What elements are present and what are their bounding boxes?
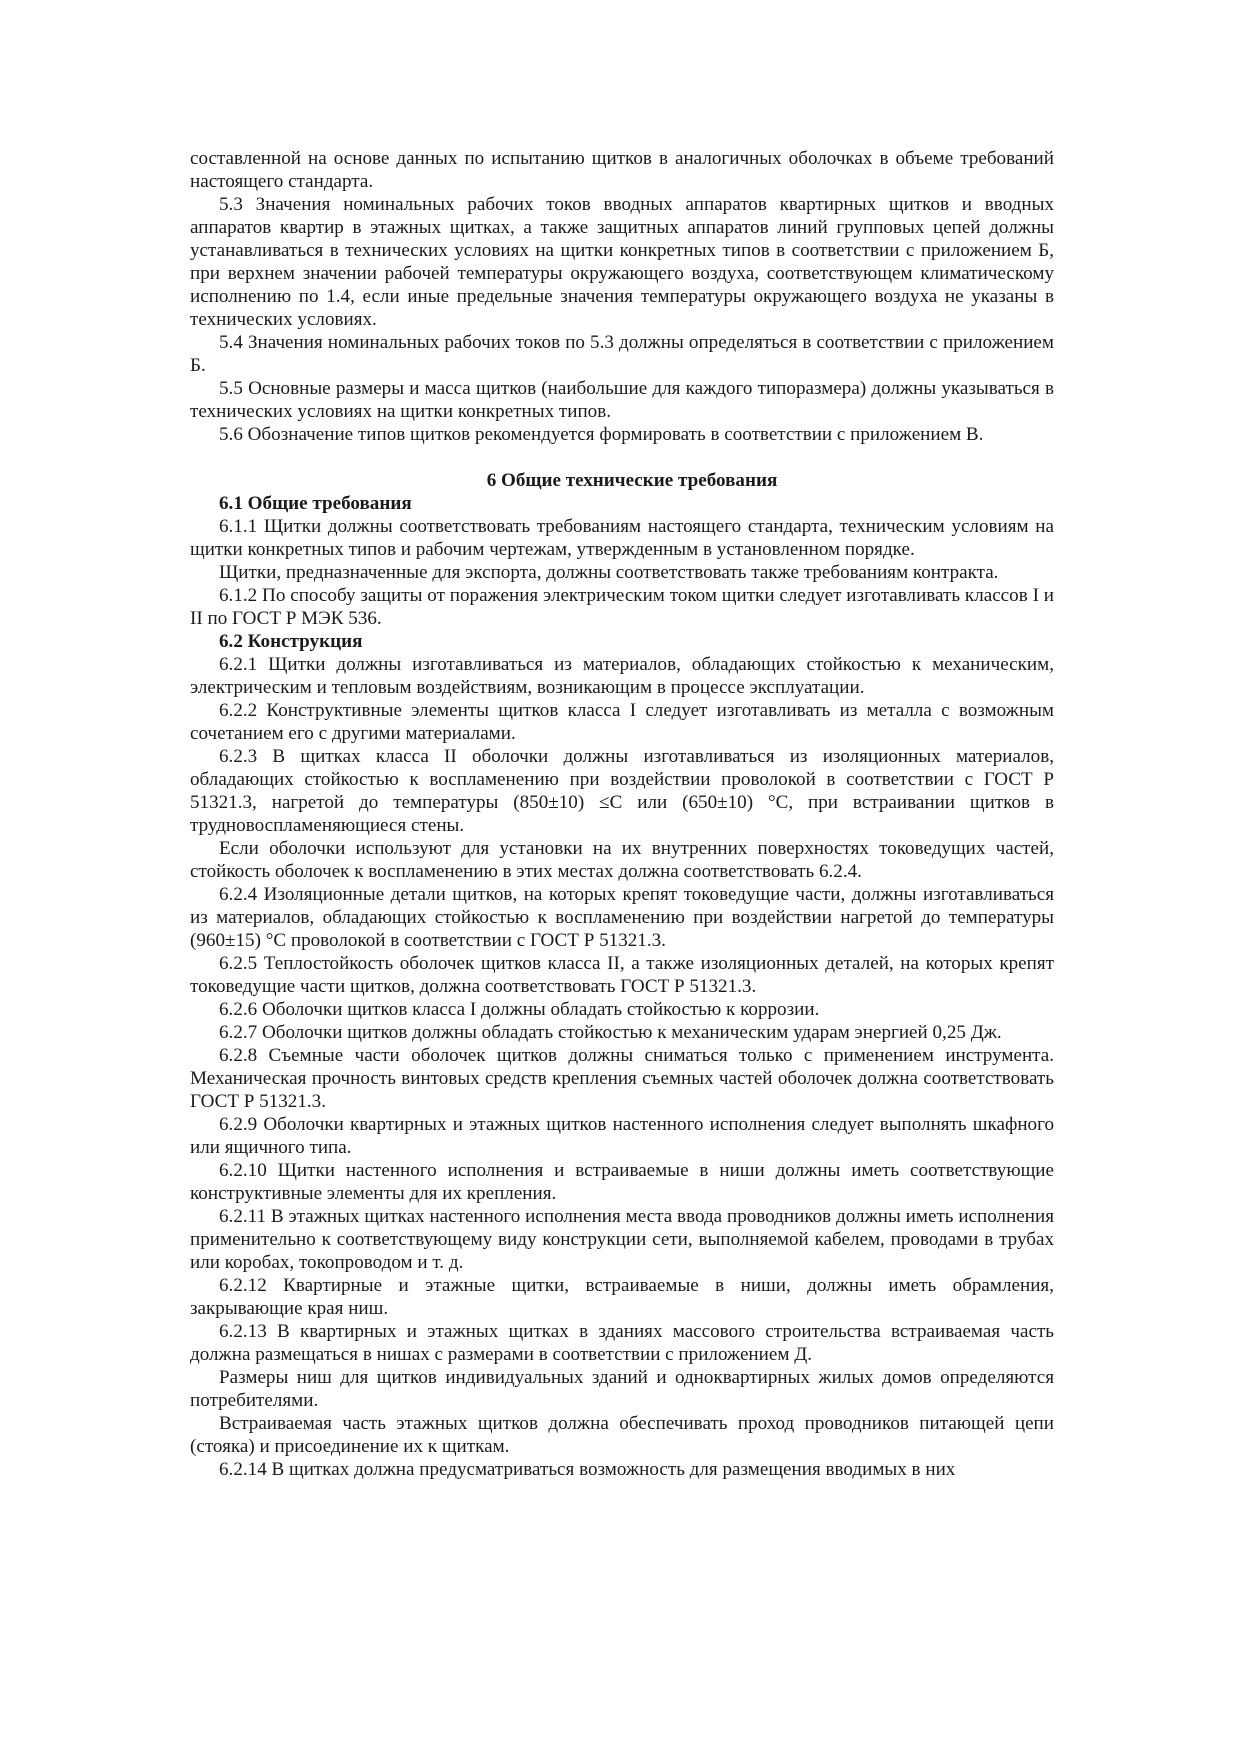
paragraph-6-1-1: 6.1.1 Щитки должны соответствовать требованиям настоящего стандарта, техническим условиям на щитки конкретных типов и рабочим чертежам, утвержденным в установленном порядке.	[190, 516, 1054, 560]
paragraph-continuation: составленной на основе данных по испытанию щитков в аналогичных оболочках в объеме требований настоящего стандарта.	[190, 148, 1054, 192]
paragraph-6-2-5: 6.2.5 Теплостойкость оболочек щитков класса II, а также изоляционных деталей, на которых крепят токоведущие части щитков, должна соответствовать ГОСТ Р 51321.3.	[190, 953, 1054, 997]
paragraph-6-2-3: 6.2.3 В щитках класса II оболочки должны изготавливаться из изоляционных материалов, обладающих стойкостью к воспламенению при воздействии проволокой в соответствии с ГОСТ Р 51321.3, нагретой до температуры (850±10) ≤С или (650±10) °С, при встраивании щитков в трудновоспламеняющиеся стены.	[190, 746, 1054, 836]
paragraph-6-2-6: 6.2.6 Оболочки щитков класса I должны обладать стойкостью к коррозии.	[219, 999, 820, 1020]
paragraph-5-3: 5.3 Значения номинальных рабочих токов вводных аппаратов квартирных щитков и вводных аппаратов квартир в этажных щитках, а также защитных аппаратов линий групповых цепей должны устанавливаться в технических условиях на щитки конкретных типов в соответствии с приложением Б, при верхнем значении рабочей температуры окружающего воздуха, соответствующем климатическому исполнению по 1.4, если иные предельные значения температуры окружающего воздуха не указаны в технических условиях.	[190, 194, 1054, 330]
paragraph-6-2-1: 6.2.1 Щитки должны изготавливаться из материалов, обладающих стойкостью к механическим, электрическим и тепловым воздействиям, возникающим в процессе эксплуатации.	[190, 654, 1054, 698]
paragraph-5-6: 5.6 Обозначение типов щитков рекомендуется формировать в соответствии с приложением В.	[219, 424, 984, 445]
paragraph-6-2-13: 6.2.13 В квартирных и этажных щитках в зданиях массового строительства встраиваемая часть должна размещаться в нишах с размерами в соответствии с приложением Д.	[190, 1321, 1054, 1365]
paragraph-6-2-10: 6.2.10 Щитки настенного исполнения и встраиваемые в ниши должны иметь соответствующие конструктивные элементы для их крепления.	[190, 1160, 1054, 1204]
section-6-heading: 6 Общие технические требования	[486, 470, 778, 491]
subsection-6-1-heading: 6.1 Общие требования	[219, 493, 412, 514]
paragraph-6-2-4: 6.2.4 Изоляционные детали щитков, на которых крепят токоведущие части, должны изготавливаться из материалов, обладающих стойкостью к воспламенению при воздействии нагретой до температуры (960±15) °С проволокой в соответствии с ГОСТ Р 51321.3.	[190, 884, 1054, 951]
paragraph-builtin-part: Встраиваемая часть этажных щитков должна обеспечивать проход проводников питающей цепи (стояка) и присоединение их к щиткам.	[190, 1413, 1054, 1457]
document-page	[190, 147, 1054, 1481]
paragraph-5-5: 5.5 Основные размеры и масса щитков (наибольшие для каждого типоразмера) должны указываться в технических условиях на щитки конкретных типов.	[190, 378, 1054, 422]
paragraph-6-2-12: 6.2.12 Квартирные и этажные щитки, встраиваемые в ниши, должны иметь обрамления, закрывающие края ниш.	[190, 1275, 1054, 1319]
paragraph-6-2-7: 6.2.7 Оболочки щитков должны обладать стойкостью к механическим ударам энергией 0,25 Дж.	[219, 1022, 1002, 1043]
subsection-6-2-heading: 6.2 Конструкция	[219, 631, 363, 652]
paragraph-6-2-9: 6.2.9 Оболочки квартирных и этажных щитков настенного исполнения следует выполнять шкафного или ящичного типа.	[190, 1114, 1054, 1158]
paragraph-5-4: 5.4 Значения номинальных рабочих токов по 5.3 должны определяться в соответствии с приложением Б.	[190, 332, 1054, 376]
paragraph-export: Щитки, предназначенные для экспорта, должны соответствовать также требованиям контракта.	[219, 562, 999, 583]
paragraph-6-2-8: 6.2.8 Съемные части оболочек щитков должны сниматься только с применением инструмента. Механическая прочность винтовых средств крепления съемных частей оболочек должна соответствовать ГОСТ Р 51321.3.	[190, 1045, 1054, 1112]
paragraph-6-2-11: 6.2.11 В этажных щитках настенного исполнения места ввода проводников должны иметь исполнения применительно к соответствующему виду конструкции сети, выполняемой кабелем, проводами в трубах или коробах, токопроводом и т. д.	[190, 1206, 1054, 1273]
paragraph-niche-sizes: Размеры ниш для щитков индивидуальных зданий и одноквартирных жилых домов определяются потребителями.	[190, 1367, 1054, 1411]
paragraph-enclosures: Если оболочки используют для установки на их внутренних поверхностях токоведущих частей, стойкость оболочек к воспламенению в этих местах должна соответствовать 6.2.4.	[190, 838, 1054, 882]
paragraph-6-1-2: 6.1.2 По способу защиты от поражения электрическим током щитки следует изготавливать классов I и II по ГОСТ Р МЭК 536.	[190, 585, 1054, 629]
paragraph-6-2-2: 6.2.2 Конструктивные элементы щитков класса I следует изготавливать из металла с возможным сочетанием его с другими материалами.	[190, 700, 1054, 744]
paragraph-6-2-14: 6.2.14 В щитках должна предусматриваться возможность для размещения вводимых в них	[219, 1459, 956, 1480]
